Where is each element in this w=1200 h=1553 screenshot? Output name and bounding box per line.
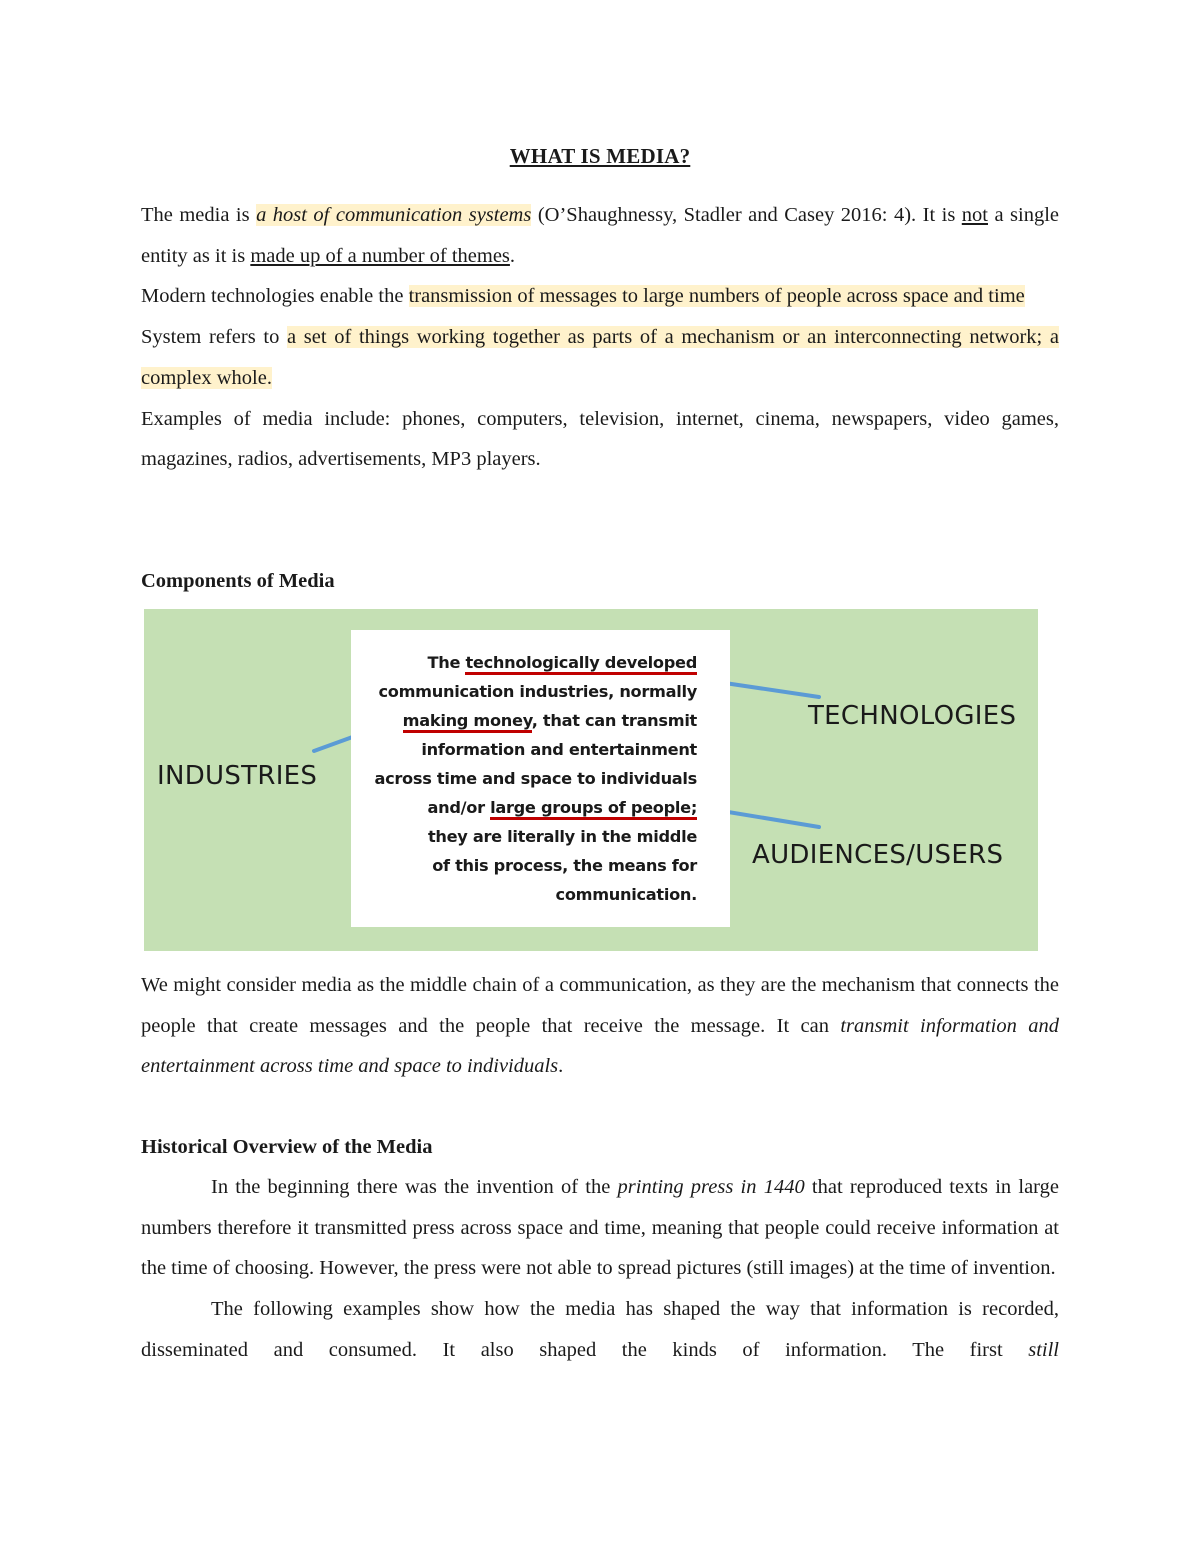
components-figure [144, 609, 1038, 951]
label-industries: INDUSTRIES [157, 761, 318, 791]
intro-paragraph-3: System refers to a set of things working together as parts of a mechanism or an interconnecting network; a complex whole. [141, 326, 1059, 389]
intro-section [141, 195, 1059, 480]
underline-technologically-developed: technologically developed [465, 653, 697, 675]
arrow-technologies [718, 682, 819, 697]
middle-paragraph: We might consider media as the middle chain of a communication, as they are the mechanism that connects the people that create messages and the people that receive the message. It can transmit information and entertainment across time and space to individuals. [141, 974, 1059, 1078]
history-section [141, 1167, 1059, 1371]
intro-paragraph-2: Modern technologies enable the transmission of messages to large numbers of people across space and time [141, 285, 1025, 308]
underline-large-groups: large groups of people; [490, 798, 697, 820]
history-paragraph-1: In the beginning there was the invention of the printing press in 1440 that reproduced texts in large numbers therefore it transmitted press across space and time, meaning that people could receive information at the time of choosing. However, the press were not able to spread pictures (still images) at the time of invention. [141, 1176, 1059, 1280]
underlined-themes: made up of a number of themes [250, 244, 510, 267]
page-title: WHAT IS MEDIA? [509, 144, 691, 168]
underline-making-money: making money [403, 711, 532, 733]
intro-paragraph-4: Examples of media include: phones, computers, television, internet, cinema, newspapers, video games, magazines, radios, advertisements, MP3 players. [141, 407, 1059, 471]
highlight-host-of-communication: a host of communication systems [256, 204, 532, 226]
middle-section [141, 965, 1059, 1087]
components-heading: Components of Media [141, 570, 335, 592]
history-heading: Historical Overview of the Media [141, 1136, 433, 1158]
intro-paragraph-1: The media is a host of communication systems (O’Shaughnessy, Stadler and Casey 2016: 4). It is not a single entity as it is made up of a number of themes. [141, 204, 1059, 267]
label-audiences-users: AUDIENCES/USERS [752, 840, 1004, 870]
underlined-not: not [961, 204, 988, 226]
highlight-system-definition: a set of things working together as parts of a mechanism or an interconnecting network; a complex whole [141, 326, 1059, 389]
label-technologies: TECHNOLOGIES [808, 701, 1017, 731]
quote-text: The technologically developed communication industries, normally making money, that can transmit information and entertainment across time and space to individuals and/or large groups of people; they are literally in the middle of this process, the means for communication. [374, 653, 697, 904]
history-paragraph-2: The following examples show how the media has shaped the way that information is recorded, disseminated and consumed. It also shaped the kinds of information. The first still [141, 1298, 1059, 1361]
highlight-transmission: transmission of messages to large numbers of people across space and time [408, 285, 1025, 308]
quote-box [351, 630, 730, 927]
